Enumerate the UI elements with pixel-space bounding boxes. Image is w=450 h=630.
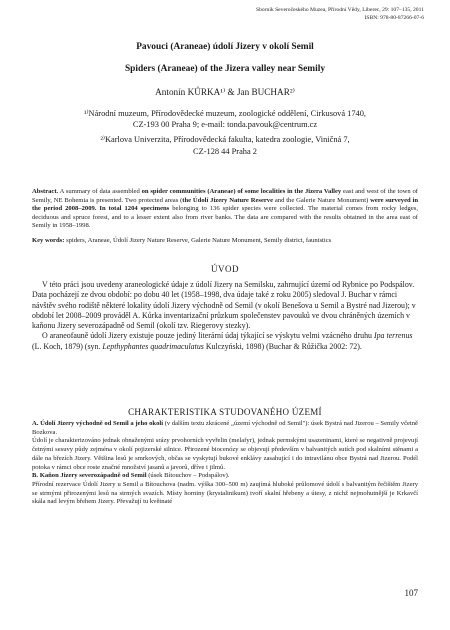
journal-header [256,7,424,22]
section-heading-characteristics: CHARAKTERISTIKA STUDOVANÉHO ÚZEMÍ [128,407,322,417]
intro-paragraph-2 [32,331,418,352]
section-b-intro: (úsek Bítouchov – Podspálov). [146,472,230,480]
abstract-bold: on spider communities (Araneae) of some localities in the Jizera Valley [141,188,342,195]
area-description [32,420,418,507]
journal-citation: Sborník Severočeského Muzea, Přírodní Vědy, Liberec, 29: 107–135, 2011 [255,7,424,13]
section-b [32,472,418,481]
authors: Antonín KŮRKA¹⁾ & Jan BUCHAR²⁾ [155,87,295,97]
intro-text [32,280,418,352]
affiliation-line-3: ²⁾Karlova Univerzita, Přírodovědecká fakulta, katedra zoologie, Viničná 7, [100,135,350,144]
abstract-bold: the Údolí Jizery Nature Reserve [182,196,274,204]
abstract-text: and the Galerie Nature Monument) [273,196,371,204]
intro-text-run: Kulczyński, 1898) (Buchar & Růžička 2002: 72). [203,341,362,351]
species-name: Lepthyphantes quadrimaculatus [102,341,204,351]
title-english: Spiders (Araneae) of the Jizera valley near Semily [124,64,326,74]
abstract-text: east and west of the town of Semily, NE Bohemia is presented. Two protected areas ( [32,188,418,204]
isbn: ISBN: 978-80-87266-07-6 [364,14,424,21]
section-a-intro: (v dalším textu zkrácené „území východně od Semil"): úsek Bystrá nad Jizerou – Semily včetně Bozkova. [32,420,418,436]
affiliation-line-1: ¹⁾Národní muzeum, Přírodovědecké muzeum, zoologické oddělení, Cirkusová 1740, [83,109,367,118]
keywords-label: Key words: [32,237,65,244]
abstract-text: belonging to 136 spider species were collected. The material comes from rocky ledges, deciduous and spruce forest, and to a lesser extent also from river banks. The data are compared with the results obtained in the area east of Semily in 1958–1998. [32,205,418,230]
title-czech: Pavouci (Araneae) údolí Jizery v okolí Semil [136,42,314,52]
keywords [32,237,418,246]
keywords-text: spiders, Araneae, Údolí Jizery Nature Reserve, Galerie Nature Monument, Semily district, faunistics [64,237,332,244]
section-heading-uvod: ÚVOD [211,264,239,274]
abstract-label: Abstract. [32,188,59,195]
intro-text-run: O araneofauně údolí Jizery existuje pouze jediný literární údaj týkající se výskytu velmi vzácného druhu [42,331,374,341]
abstract-text: A summary of data assembled [58,188,142,195]
intro-paragraph-1: V této práci jsou uvedeny araneologické údaje z údolí Jizery na Semilsku, zahrnující území od Rybnice po Podspálov. Data pocházejí ze dvou období: po dobu 40 let (1958–1998, dva údaje také z roku 2005) sledoval J. Buchar v rámci návštěv svého rodiště některé lokality údolí Jizery východně od Semil (v okolí Benešova u Semil a Bystré nad Jizerou); v období let 2008–2009 prováděl A. Kůrka inventarizační průzkum společenstev pavouků ve dvou chráněných územích v kaňonu Jizery severozápadně od Semil (okolí tzv. Riegerovy stezky). [32,280,416,331]
species-name: Ipa terrenus [373,331,413,341]
affiliation-line-2: CZ-193 00 Praha 9; e-mail: tonda.pavouk@centrum.cz [132,120,318,129]
abstract [32,188,418,231]
section-a-body: Údolí je charakterizováno jednak obnaženými srázy prvohorních vyvřelin (melafyr), jednak permskými usazeninami, které se negativně projevují četnými sesuvy půdy zejména v okolí pojizerské silnice. Přirozené biocenózy se objevují především v balvanitých sutích pod skalními stěnami a dále na březích Jizery. Většina lesů je smrkových, občas se vyskytují bukové enklávy zasahující i do intravilánu obce Bystrá nad Jizerou. Podél potoka v rámci obce roste značné množství jasanů a javorů, dříve i jilmů. [32,437,418,471]
intro-text-run: (L. Koch, 1879) (syn. [32,341,103,351]
section-b-body: Přírodní rezervace Údolí Jizery u Semil a Bítouchova (nadm. výška 300–500 m) zaujímá hluboké průlomové údolí s balvanitým řečištěm Jizery se strmými přirozenými lesů na strmých svazích. Místy horniny (krystalinikum) tvoří skalní hřebeny a útesy, z nichž nejmohutnější je Krkavčí skála nad levým břehem Jizery. Převažují tu květnaté [32,480,418,506]
section-a [32,420,418,437]
page-number: 107 [404,588,418,598]
affiliation-line-4: CZ-128 44 Praha 2 [193,147,257,156]
abstract-bold: were surveyed in the period 2008–2009. In total 1204 specimens [32,196,418,213]
section-a-label: A. Údolí Jizery východně od Semil a jeho okolí [32,420,164,427]
section-b-label: B. Kaňon Jizery severozápadně od Semil [32,472,147,480]
